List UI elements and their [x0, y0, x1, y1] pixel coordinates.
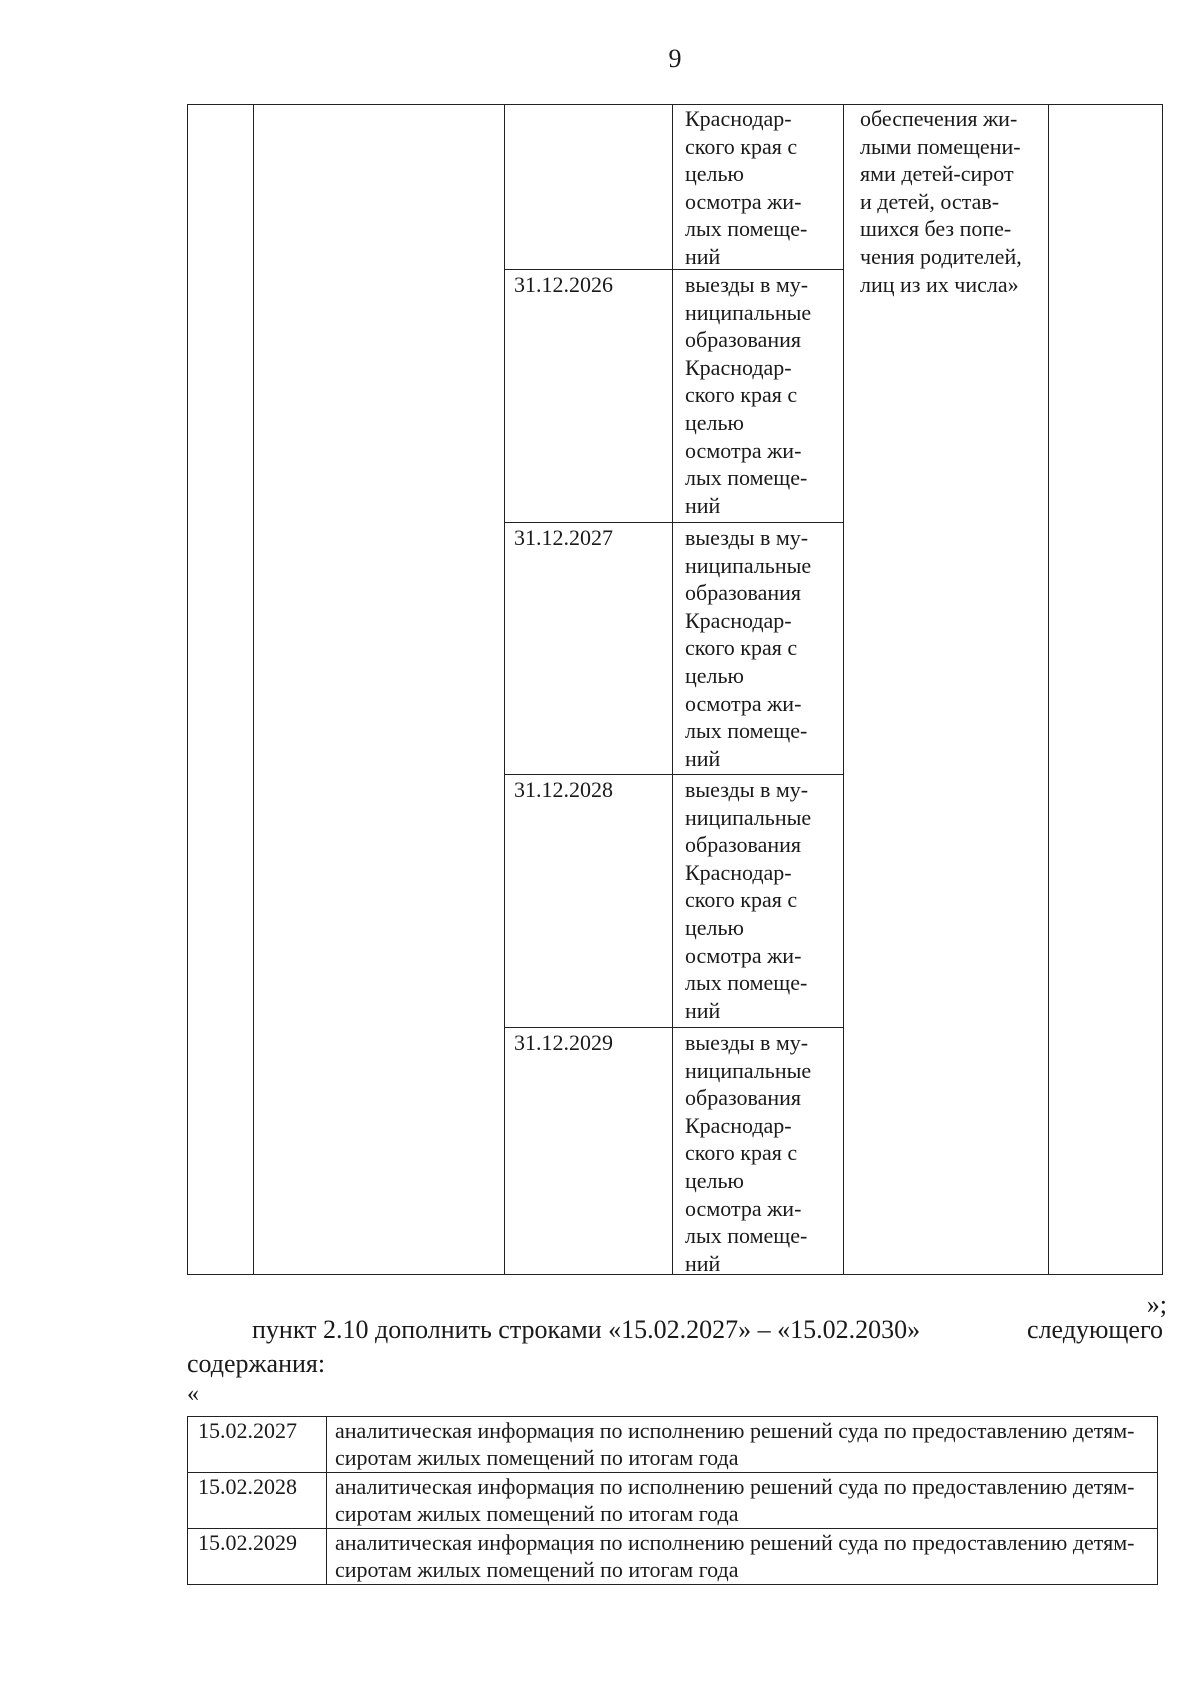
row-divider: [504, 522, 844, 523]
reports-table: [187, 1416, 1158, 1585]
purpose-cell: обеспечения жи- лыми помещени- ями детей-сирот и детей, остав- шихся без попе- чения родителей, лиц из их числа»: [860, 106, 1022, 297]
paragraph-text: пункт 2.10 дополнить строками «15.02.2027» – «15.02.2030»: [252, 1315, 921, 1344]
action-cell: выезды в му- ниципальные образования Краснодар- ского края с целью осмотра жи- лых помеще- ний: [685, 777, 812, 1023]
date-cell: 31.12.2029: [514, 1030, 613, 1055]
paragraph-text: следующего: [1027, 1315, 1163, 1344]
schedule-table: [187, 104, 1163, 1275]
paragraph-text: содержания:: [187, 1349, 326, 1378]
table-row: [188, 1529, 1158, 1585]
date-cell: 15.02.2027: [188, 1417, 327, 1473]
table-row: [188, 1417, 1158, 1473]
column-divider: [843, 105, 844, 1274]
action-cell: выезды в му- ниципальные образования Краснодар- ского края с целью осмотра жи- лых помеще- ний: [685, 1030, 812, 1276]
date-cell: 31.12.2027: [514, 525, 613, 550]
date-cell: 15.02.2029: [188, 1529, 327, 1585]
column-divider: [504, 105, 505, 1274]
action-cell: выезды в му- ниципальные образования Краснодар- ского края с целью осмотра жи- лых помеще- ний: [685, 525, 812, 771]
date-cell: 31.12.2026: [514, 272, 613, 297]
column-divider: [253, 105, 254, 1274]
action-cell: Краснодар- ского края с целью осмотра жи- лых помеще- ний: [685, 106, 808, 269]
row-divider: [504, 1027, 844, 1028]
amendment-paragraph: [187, 1313, 1163, 1381]
text-cell: аналитическая информация по исполнению решений суда по предоставлению детям-сиротам жилых помещений по итогам года: [327, 1529, 1158, 1585]
text-cell: аналитическая информация по исполнению решений суда по предоставлению детям-сиротам жилых помещений по итогам года: [327, 1417, 1158, 1473]
closing-quote: »;: [1146, 1290, 1167, 1319]
date-cell: 31.12.2028: [514, 777, 613, 802]
action-cell: выезды в му- ниципальные образования Краснодар- ского края с целью осмотра жи- лых помеще- ний: [685, 272, 812, 518]
text-cell: аналитическая информация по исполнению решений суда по предоставлению детям-сиротам жилых помещений по итогам года: [327, 1473, 1158, 1529]
column-divider: [1048, 105, 1049, 1274]
column-divider: [672, 105, 673, 1274]
row-divider: [504, 774, 844, 775]
date-cell: 15.02.2028: [188, 1473, 327, 1529]
open-quote: «: [187, 1381, 199, 1407]
page-number: 9: [668, 44, 682, 73]
table-row: [188, 1473, 1158, 1529]
